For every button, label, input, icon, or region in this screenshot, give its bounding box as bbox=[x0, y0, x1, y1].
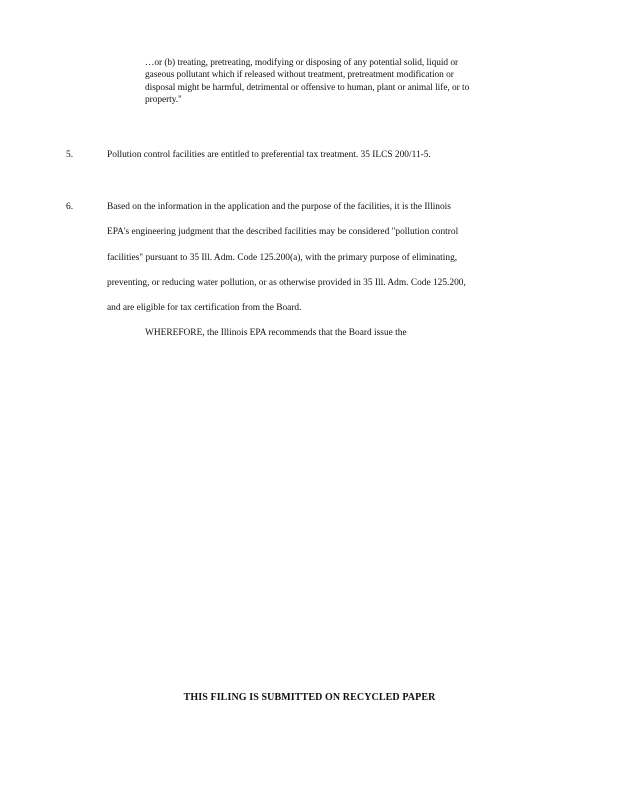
quote-line: gaseous pollutant which if released without treatment, pretreatment modification or bbox=[145, 70, 454, 81]
quote-line: …or (b) treating, pretreating, modifying or disposing of any potential solid, liquid or bbox=[145, 58, 459, 68]
paragraph-5-text: Pollution control facilities are entitled to preferential tax treatment. 35 ILCS 200/11-5. bbox=[107, 150, 431, 160]
paragraph-6-number: 6. bbox=[66, 202, 74, 212]
block-quote bbox=[145, 57, 535, 107]
quote-line: disposal might be harmful, detrimental or offensive to human, plant or animal life, or to bbox=[145, 82, 470, 93]
recycled-paper-footer: THIS FILING IS SUBMITTED ON RECYCLED PAPER bbox=[183, 692, 436, 703]
paragraph-6-line: and are eligible for tax certification from the Board. bbox=[107, 303, 302, 313]
paragraph-5-number: 5. bbox=[66, 150, 74, 160]
paragraph-6-line: EPA's engineering judgment that the described facilities may be considered "pollution control bbox=[107, 227, 459, 237]
wherefore-clause: WHEREFORE, the Illinois EPA recommends that the Board issue the bbox=[145, 328, 407, 338]
paragraph-6-line: preventing, or reducing water pollution, or as otherwise provided in 35 Ill. Adm. Code 125.200, bbox=[107, 278, 466, 288]
quote-line: property." bbox=[145, 95, 182, 106]
paragraph-6-line: facilities" pursuant to 35 Ill. Adm. Code 125.200(a), with the primary purpose of eliminating, bbox=[107, 253, 458, 263]
paragraph-6-line: Based on the information in the application and the purpose of the facilities, it is the Illinois bbox=[107, 202, 451, 212]
